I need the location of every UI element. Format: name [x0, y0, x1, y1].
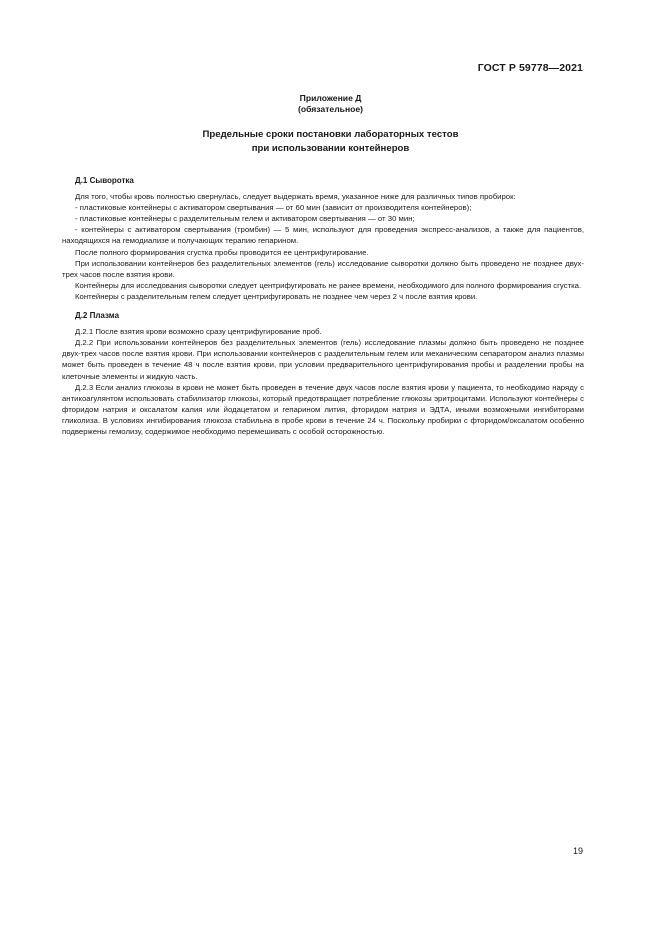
- section-heading-plasma: Д.2 Плазма: [75, 311, 120, 321]
- annex-status: (обязательное): [297, 104, 364, 114]
- section-heading-serum: Д.1 Сыворотка: [75, 176, 134, 185]
- paragraph: Д.2.1 После взятия крови возможно сразу центрифугирование проб.: [75, 327, 322, 337]
- annex-title: Приложение Д: [299, 93, 362, 103]
- page-number: 19: [572, 846, 583, 856]
- list-item: - пластиковые контейнеры с активатором свертывания — от 60 мин (зависит от производителя контейнеров);: [75, 203, 472, 213]
- annex-header: [0, 93, 661, 115]
- document-title-line-2: при использовании контейнеров: [251, 142, 410, 154]
- paragraph: Д.2.2 При использовании контейнеров без разделительных элементов (гель) исследование плазмы должно быть проведено не позднее двух-трех часов после взятия крови. При использовании контейнеров с разделительным гелем или механическим сепаратором анализ плазмы может быть проведен в течение 48 ч после взятия крови, при условии предварительного центрифугирования пробы и разделении пробы на клеточные элементы и жидкую часть.: [62, 338, 584, 381]
- standard-code: ГОСТ Р 59778—2021: [477, 62, 583, 74]
- paragraph: Контейнеры с разделительным гелем следует центрифугировать не позднее чем через 2 ч после взятия крови.: [75, 291, 478, 301]
- list-item: - пластиковые контейнеры с разделительным гелем и активатором свертывания — от 30 мин;: [75, 214, 415, 224]
- paragraph: После полного формирования сгустка пробы проводится ее центрифугирование.: [75, 247, 369, 257]
- paragraph: Контейнеры для исследования сыворотки следует центрифугировать не ранее времени, необходимого для полного формирования сгустка.: [75, 280, 582, 290]
- document-title: [0, 128, 661, 155]
- paragraph: Д.2.3 Если анализ глюкозы в крови не может быть проведен в течение двух часов после взятия крови у пациента, то необходимо наряду с антикоагулянтом использовать стабилизатор глюкозы, который предотвращает потребление глюкозы эритроцитами. Используют контейнеры с фторидом натрия и оксалатом калия или йодацетатом и гепарином лития, фторидом натрия и ЭДТА, иными возможными ингибиторами гликолиза. В условиях ингибирования глюкоза стабильна в пробе крови в течение 24 ч. Поскольку пробирки с фторидом/оксалатом особенно подвержены гемолизу, содержимое необходимо перемешивать с особой осторожностью.: [62, 382, 584, 436]
- paragraph: Для того, чтобы кровь полностью свернулась, следует выдержать время, указанное ниже для различных типов пробирок:: [75, 192, 516, 202]
- document-title-line-1: Предельные сроки постановки лабораторных тестов: [202, 129, 459, 140]
- list-item: - контейнеры с активатором свертывания (тромбин) — 5 мин, используют для проведения экспресс-анализов, а также для пациентов, находящихся на гемодиализе и получающих терапию гепарином.: [62, 225, 584, 246]
- paragraph: При использовании контейнеров без разделительных элементов (гель) исследование сыворотки должно быть проведено не позднее двух-трех часов после взятия крови.: [62, 258, 584, 279]
- document-body: [62, 175, 584, 437]
